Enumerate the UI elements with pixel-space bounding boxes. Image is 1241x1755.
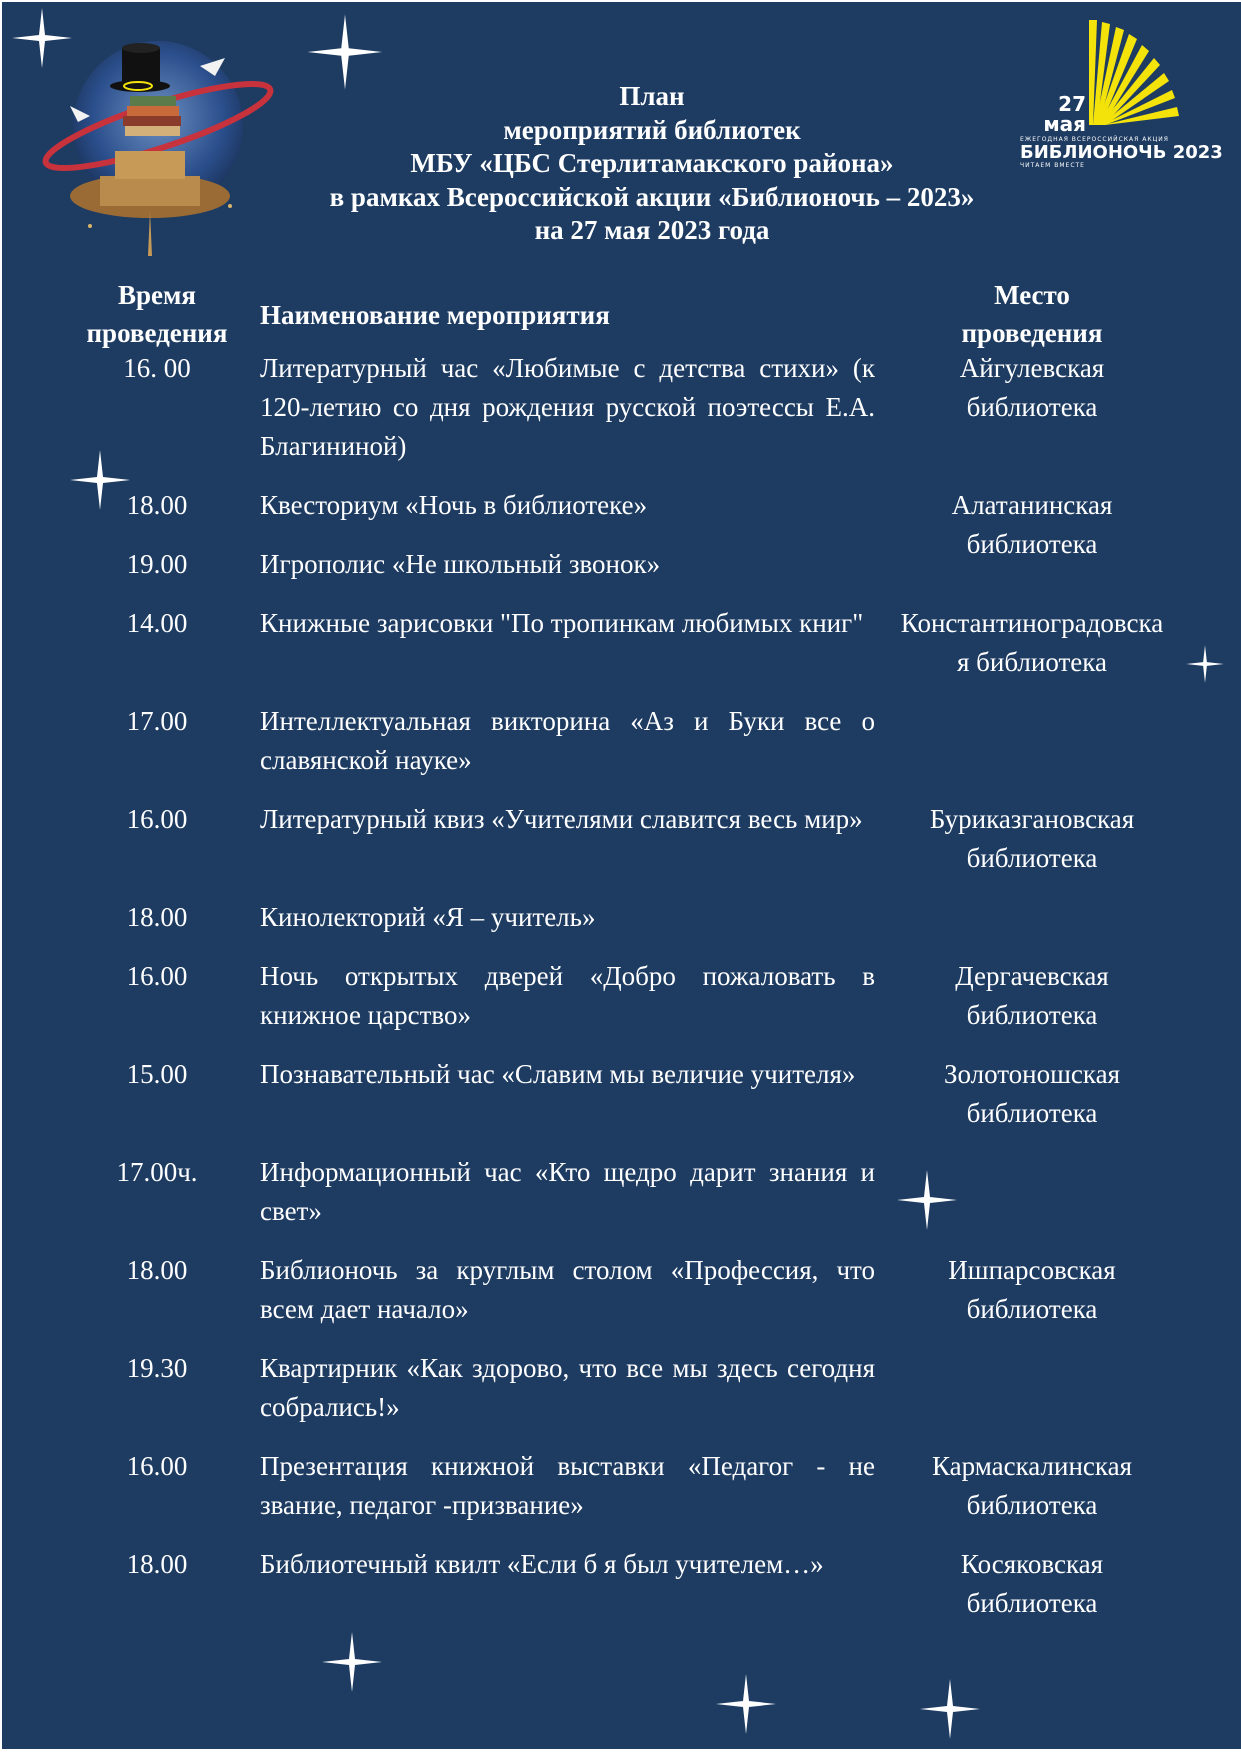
event-time: 17.00 bbox=[126, 706, 188, 736]
logo-tagline: ЕЖЕГОДНАЯ ВСЕРОССИЙСКАЯ АКЦИЯ bbox=[1020, 136, 1169, 143]
event-place: Айгулевская библиотека bbox=[959, 353, 1105, 422]
event-name: Интеллектуальная викторина «Аз и Буки все о славянской науке» bbox=[260, 706, 875, 775]
event-name: Информационный час «Кто щедро дарит знания и свет» bbox=[260, 1157, 875, 1226]
event-time: 16.00 bbox=[126, 1451, 188, 1481]
event-name: Игрополис «Не школьный звонок» bbox=[260, 549, 661, 579]
event-time: 16. 00 bbox=[123, 353, 191, 383]
event-time: 19.30 bbox=[126, 1353, 188, 1383]
column-header-place-line: Место bbox=[994, 280, 1070, 310]
page-title bbox=[242, 80, 1062, 248]
event-name: Кинолекторий «Я – учитель» bbox=[260, 902, 596, 932]
column-header-name: Наименование мероприятия bbox=[260, 300, 610, 330]
event-name: Квесториум «Ночь в библиотеке» bbox=[260, 490, 648, 520]
logo-name: БИБЛИОНОЧЬ 2023 bbox=[1020, 142, 1223, 163]
event-time: 18.00 bbox=[126, 490, 188, 520]
event-time: 18.00 bbox=[126, 1549, 188, 1579]
event-name: Ночь открытых дверей «Добро пожаловать в книжное царство» bbox=[260, 961, 875, 1030]
title-line: План bbox=[619, 81, 685, 111]
title-line: МБУ «ЦБС Стерлитамакского района» bbox=[410, 148, 894, 178]
sparkle-star-icon bbox=[68, 448, 132, 512]
event-place: Алатанинская библиотека bbox=[951, 490, 1113, 559]
event-place: Буриказгановская библиотека bbox=[929, 804, 1135, 873]
title-line: мероприятий библиотек bbox=[503, 114, 801, 145]
event-place: Кармаскалинская библиотека bbox=[932, 1451, 1132, 1520]
event-time: 15.00 bbox=[126, 1059, 188, 1089]
sparkle-star-icon bbox=[305, 12, 385, 92]
column-header-time bbox=[62, 276, 252, 352]
column-header-time-line: Время bbox=[117, 280, 196, 310]
event-time: 14.00 bbox=[126, 608, 188, 638]
title-line: на 27 мая 2023 года bbox=[534, 215, 770, 245]
logo-date-month: мая bbox=[1043, 112, 1086, 136]
event-place: Золотоношская библиотека bbox=[943, 1059, 1121, 1128]
event-name: Книжные зарисовки "По тропинкам любимых книг" bbox=[260, 608, 864, 638]
event-name: Литературный квиз «Учителями славится весь мир» bbox=[260, 804, 863, 834]
logo-tagline-2: ЧИТАЕМ ВМЕСТЕ bbox=[1020, 162, 1085, 169]
event-place: Ишпарсовская библиотека bbox=[948, 1255, 1116, 1324]
sparkle-star-icon bbox=[918, 1677, 982, 1741]
event-time: 18.00 bbox=[126, 1255, 188, 1285]
sparkle-star-icon bbox=[895, 1168, 959, 1232]
event-place: Дергачевская библиотека bbox=[955, 961, 1109, 1030]
event-time: 19.00 bbox=[126, 549, 188, 579]
event-time: 18.00 bbox=[126, 902, 188, 932]
event-time: 17.00ч. bbox=[116, 1157, 198, 1187]
title-line: в рамках Всероссийской акции «Библионочь – 2023» bbox=[329, 181, 975, 212]
event-time: 16.00 bbox=[126, 961, 188, 991]
event-name: Презентация книжной выставки «Педагог - не звание, педагог -призвание» bbox=[260, 1451, 875, 1520]
event-name: Познавательный час «Славим мы величие учителя» bbox=[260, 1059, 856, 1089]
event-name: Библиотечный квилт «Если б я был учителем…» bbox=[260, 1549, 824, 1579]
column-header-time-line: проведения bbox=[86, 318, 228, 348]
fan-rays bbox=[1089, 20, 1179, 125]
sparkle-star-icon bbox=[10, 6, 74, 70]
event-place: Косяковская библиотека bbox=[960, 1549, 1104, 1618]
event-name: Литературный час «Любимые с детства стихи» (к 120-летию со дня рождения русской поэтессы Е.А. Благининой) bbox=[260, 353, 875, 461]
column-header-place bbox=[897, 276, 1167, 352]
event-time: 16.00 bbox=[126, 804, 188, 834]
sparkle-star-icon bbox=[320, 1630, 384, 1694]
event-name: Квартирник «Как здорово, что все мы здесь сегодня собрались!» bbox=[260, 1353, 875, 1422]
event-place: Константиноградовская библиотека bbox=[900, 608, 1164, 677]
poster bbox=[2, 2, 1241, 1749]
sparkle-star-icon bbox=[714, 1672, 778, 1736]
column-header-place-line: проведения bbox=[961, 318, 1103, 348]
logo-date-day: 27 bbox=[1058, 92, 1086, 116]
sparkle-star-icon bbox=[1185, 644, 1225, 684]
event-name: Библионочь за круглым столом «Профессия, что всем дает начало» bbox=[260, 1255, 875, 1324]
